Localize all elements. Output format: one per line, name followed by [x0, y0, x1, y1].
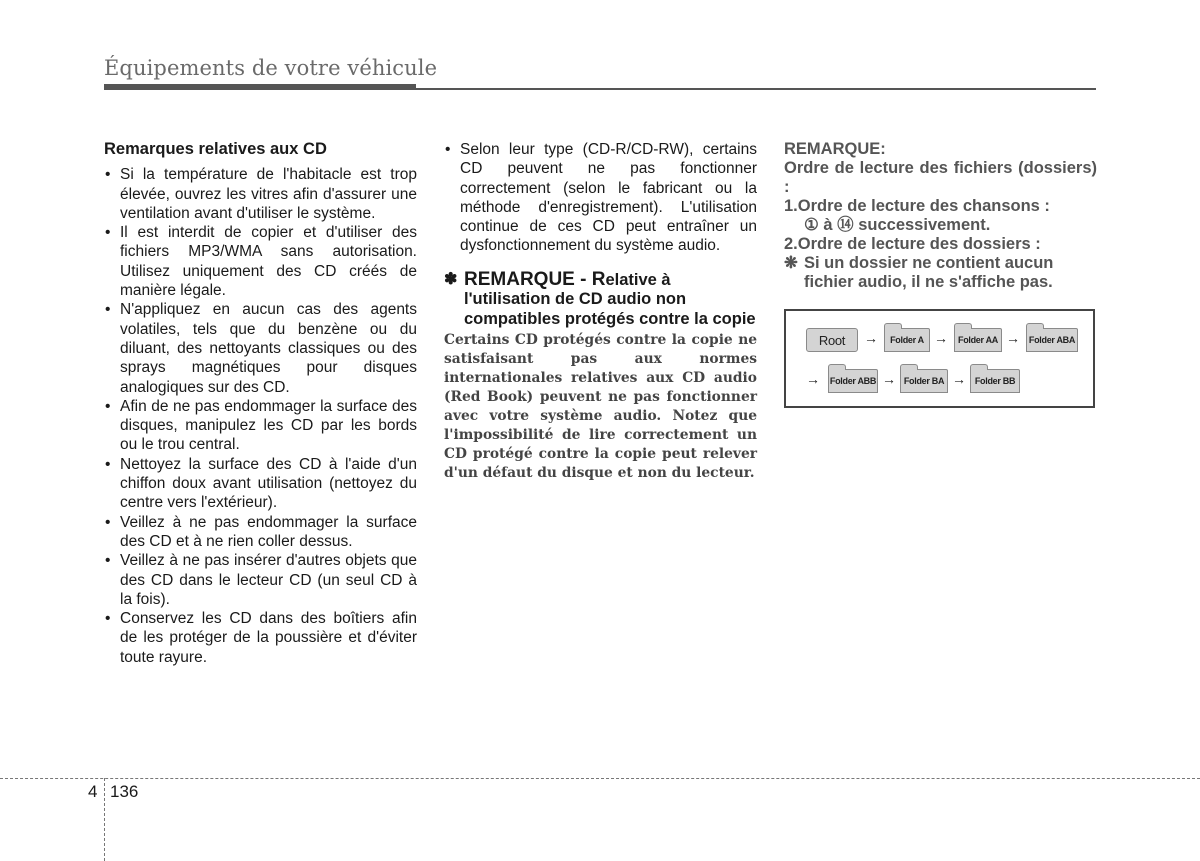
- list-item: • Nettoyez la surface des CD à l'aide d'un chiffon doux avant utilisation (nettoyez du centre vers l'extérieur).: [104, 455, 417, 513]
- header-rule-thin: [416, 88, 1096, 90]
- folder-order-diagram: [784, 309, 1095, 408]
- order-item-songs-detail: ① à ⑭ successivement.: [804, 216, 991, 234]
- folder-node-root: Root: [806, 328, 858, 352]
- bullet-list: [444, 140, 757, 256]
- header-rule-thick: [104, 84, 416, 90]
- order-item-songs: 1.Ordre de lecture des chansons :: [784, 197, 1050, 215]
- page-header-title: Équipements de votre véhicule: [104, 56, 438, 80]
- arrow-icon: →: [952, 371, 966, 387]
- folder-node: Folder BA: [900, 369, 948, 393]
- note-subheading: Ordre de lecture des fichiers (dossiers) :: [784, 159, 1097, 196]
- list-item: • Selon leur type (CD-R/CD-RW), certains CD peuvent ne pas fonctionner correctement (selon le fabricant ou la méthode d'enregistrement). L'utilisation continue de ces CD peut entraîner un dysfonctionnement du système audio.: [444, 140, 757, 256]
- bullet-list: [104, 165, 417, 667]
- chapter-number: 4: [88, 782, 98, 801]
- section-heading: Remarques relatives aux CD: [104, 140, 327, 158]
- asterisk-icon: ✽: [444, 270, 458, 288]
- column-copy-protection: [444, 140, 757, 483]
- arrow-icon: →: [934, 330, 948, 346]
- list-item: • Il est interdit de copier et d'utiliser des fichiers MP3/WMA sans autorisation. Utilisez uniquement des CD créés de manière légale.: [104, 223, 417, 300]
- page-number: 136: [110, 782, 139, 801]
- list-item: • N'appliquez en aucun cas des agents volatiles, tels que du benzène ou du diluant, des nettoyants classiques ou des sprays magnétiques pour disques analogiques sur des CD.: [104, 300, 417, 396]
- arrow-icon: →: [864, 330, 878, 346]
- folder-node: Folder AA: [954, 328, 1002, 352]
- folder-node: Folder ABA: [1026, 328, 1078, 352]
- list-item: • Veillez à ne pas endommager la surface des CD et à ne rien coller dessus.: [104, 513, 417, 552]
- arrow-icon: →: [882, 371, 896, 387]
- remarque-heading: [444, 270, 757, 330]
- list-item: • Conservez les CD dans des boîtiers afin de les protéger de la poussière et d'éviter toute rayure.: [104, 609, 417, 667]
- footer-margin-rule: [104, 778, 105, 861]
- folder-node: Folder ABB: [828, 369, 878, 393]
- column-playback-order: [784, 140, 1097, 292]
- note-heading: REMARQUE:: [784, 140, 886, 158]
- list-item: • Afin de ne pas endommager la surface des disques, manipulez les CD par les bords ou le trou central.: [104, 397, 417, 455]
- asterisk-icon: ❋: [784, 254, 798, 272]
- remarque-title-rest: elative à l'utilisation de CD audio non compatibles protégés contre la copie: [464, 270, 756, 328]
- column-cd-remarks: [104, 140, 417, 667]
- remarque-body: Certains CD protégés contre la copie ne satisfaisant pas aux normes internationales relatives aux CD audio (Red Book) peuvent ne pas fonctionner avec votre système audio. Notez que l'impossibilité de lire correctement un CD protégé contre la copie peut relever d'un défaut du disque et non du lecteur.: [444, 332, 757, 481]
- arrow-icon: →: [806, 371, 820, 387]
- remarque-title-lead: REMARQUE - R: [464, 268, 606, 290]
- folder-node: Folder A: [884, 328, 930, 352]
- footer-rule: [0, 778, 1200, 779]
- order-item-folders: 2.Ordre de lecture des dossiers :: [784, 235, 1041, 253]
- empty-folder-note-text: Si un dossier ne contient aucun fichier audio, il ne s'affiche pas.: [804, 254, 1054, 291]
- arrow-icon: →: [1006, 330, 1020, 346]
- list-item: • Veillez à ne pas insérer d'autres objets que des CD dans le lecteur CD (un seul CD à la fois).: [104, 551, 417, 609]
- folder-node: Folder BB: [970, 369, 1020, 393]
- empty-folder-note: [784, 254, 1097, 292]
- list-item: • Si la température de l'habitacle est trop élevée, ouvrez les vitres afin d'assurer une ventilation avant d'utiliser le système.: [104, 165, 417, 223]
